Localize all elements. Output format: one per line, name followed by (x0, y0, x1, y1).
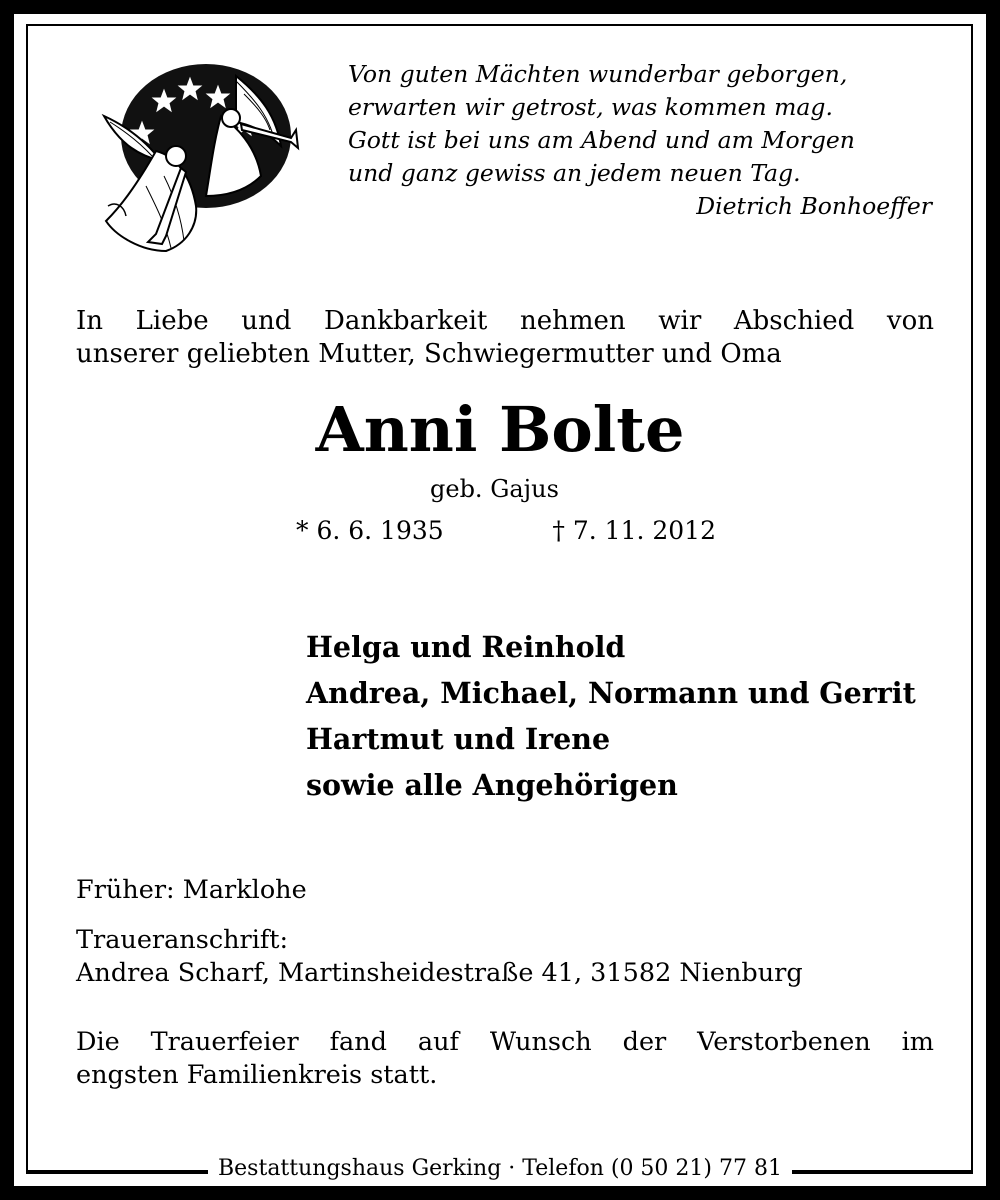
mourner-line: Hartmut und Irene (306, 722, 611, 756)
intro-line-2: unserer geliebten Mutter, Schwiegermutter und Oma (76, 339, 782, 369)
funeral-home-footer (0, 1155, 1000, 1183)
mourners-list (306, 624, 916, 808)
ceremony-line-1: Die Trauerfeier fand auf Wunsch der Verstorbenen im (76, 1027, 934, 1057)
death-date: † 7. 11. 2012 (552, 516, 716, 545)
intro-line-1: In Liebe und Dankbarkeit nehmen wir Abschied von (76, 306, 934, 336)
farewell-intro (76, 305, 934, 371)
mourning-address (76, 924, 803, 990)
mourner-line: sowie alle Angehörigen (306, 768, 678, 802)
quote-line: erwarten wir getrost, was kommen mag. (348, 93, 833, 121)
quote-line: Von guten Mächten wunderbar geborgen, (348, 60, 848, 88)
angels-with-trumpets-icon (86, 56, 306, 256)
quote-line: und ganz gewiss an jedem neuen Tag. (348, 159, 801, 187)
birth-date: * 6. 6. 1935 (296, 516, 444, 545)
quote-line: Gott ist bei uns am Abend und am Morgen (348, 126, 855, 154)
bonhoeffer-quote (348, 58, 938, 223)
deceased-name: Anni Bolte (315, 393, 685, 466)
mourner-line: Helga und Reinhold (306, 630, 626, 664)
maiden-name: geb. Gajus (430, 475, 559, 503)
ceremony-note (76, 1026, 934, 1092)
quote-author: Dietrich Bonhoeffer (696, 192, 932, 220)
funeral-home-contact: Bestattungshaus Gerking · Telefon (0 50 21) 77 81 (208, 1155, 792, 1183)
ceremony-line-2: engsten Familienkreis statt. (76, 1060, 438, 1090)
address-value: Andrea Scharf, Martinsheidestraße 41, 31582 Nienburg (76, 958, 803, 988)
former-residence: Früher: Marklohe (76, 875, 307, 905)
mourner-line: Andrea, Michael, Normann und Gerrit (306, 676, 916, 710)
address-label: Traueranschrift: (76, 925, 289, 955)
